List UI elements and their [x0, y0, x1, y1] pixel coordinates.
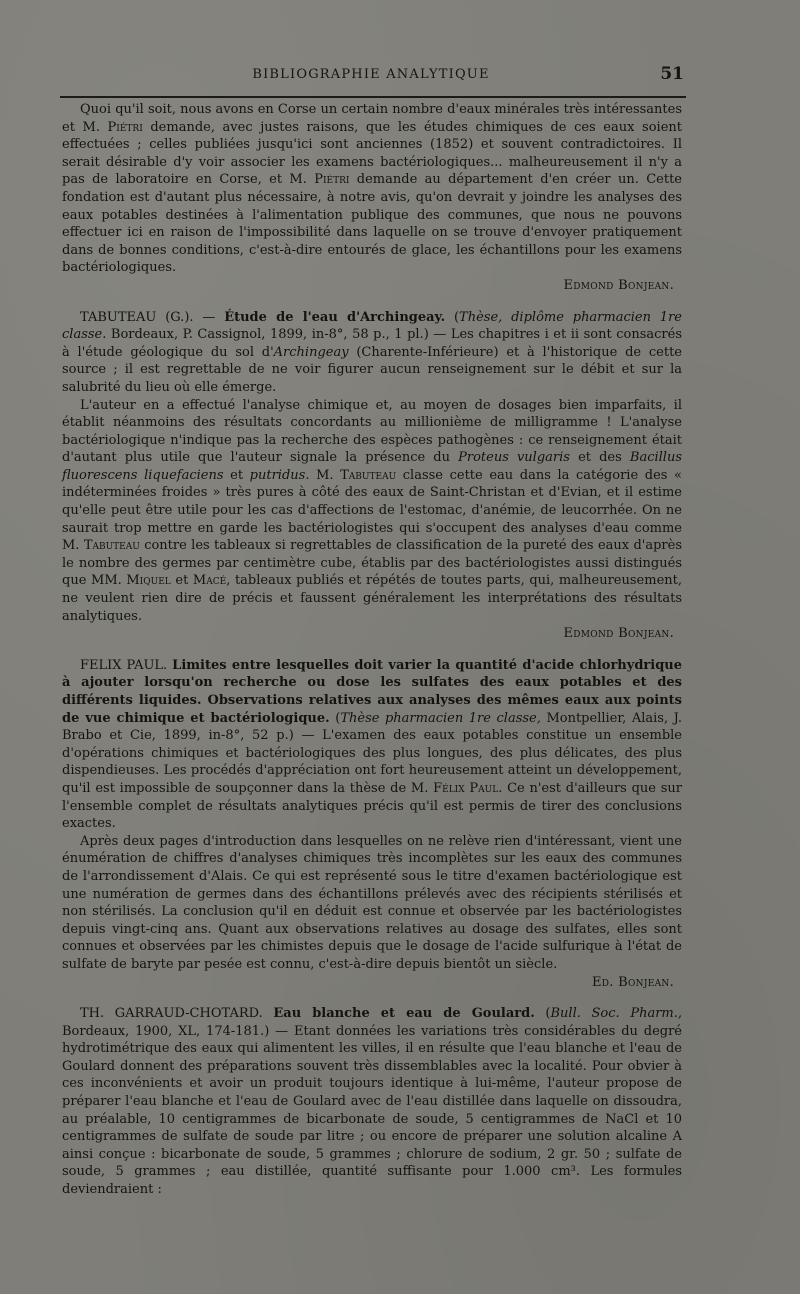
text-run: ( [329, 710, 341, 726]
text-run: Bordeaux, P. Cassignol, 1899, in-8°, 58 p., 1 pl.) — Les chapitres i et ii sont consacrés à l'étude géologique du sol d' [62, 327, 682, 360]
text-run: et [223, 467, 250, 483]
text-run: Après deux pages d'introduction dans lesquelles on ne relève rien d'intéressant, vient une énumération de chiffres d'analyses chimiques très incomplètes sur les eaux des communes de l'arrondissement d'Alais. Ce qui est représenté sous le titre d'examen bactériologique est une numération de germes dans des échantillons prélevés avec des récipients stérilisés et non stérilisés. La conclusion qu'il en déduit est connue et observée par les bactériologistes depuis vingt-cinq ans. Quant aux observations relatives au dosage des sulfates, elles sont connues et observées par les chimistes depuis que le dosage de l'acide sulfurique à l'état de sulfate de baryte par pesée est connu, c'est-à-dire depuis bientôt un siècle. [62, 833, 682, 972]
text-run: et [170, 573, 193, 589]
entry-title: Étude de l'eau d'Archingeay. [224, 309, 446, 325]
author-name: Piétri [107, 119, 143, 135]
signature: Edmond Bonjean. [563, 277, 674, 293]
species-name: Bacillus fluorescens liquefaciens [62, 450, 683, 483]
author-name: Macé [192, 573, 227, 589]
place-name: Archingeay [273, 344, 349, 360]
signature: Edmond Bonjean. [563, 626, 674, 642]
spacer [62, 643, 682, 657]
page-number: 51 [660, 64, 684, 84]
entry-title: Limites entre lesquelles doit varier la quantité d'acide chlorhydrique à ajouter lorsqu'on recherche ou dose les sulfates des eaux potables et des différents liquides. Observations relatives aux analyses des mêmes eaux aux points de vue chimique et bactériologique. [62, 657, 683, 726]
entry-reference: Thèse, diplôme pharmacien 1re classe. [62, 309, 682, 343]
text-run: (Charente-Inférieure) et à l'historique de cette source ; il est regrettable de ne voir figurer aucun renseignement sur le débit et sur la salubrité du lieu où elle émerge. [62, 344, 683, 395]
running-title: BIBLIOGRAPHIE ANALYTIQUE [252, 67, 490, 82]
spacer [62, 991, 682, 1005]
author-name: Tabuteau [83, 538, 140, 554]
text-run: demande au département d'en créer un. Cette fondation est d'autant plus nécessaire, à notre avis, qu'on devrait y joindre les analyses des eaux potables destinées à l'alimentation publique des communes, que nous ne pouvons effectuer ici en raison de l'impossibilité dans laquelle on se trouve d'envoyer pratiquement dans de bonnes conditions, c'est-à-dire entourés de glace, les échantillons pour les examens bactériologiques. [62, 172, 682, 276]
author-name: Tabuteau [340, 467, 397, 483]
text-run: . Ce n'est d'ailleurs que sur l'ensemble complet de résultats analytiques précis qu'il est permis de tirer des conclusions exactes. [62, 780, 682, 832]
entry-reference: Thèse pharmacien 1re classe, [340, 710, 541, 726]
text-run: classe cette eau dans la catégorie des « indéterminées froides » très pures à côté des eaux de Saint-Christan et d'Evian, et il estime qu'elle peut être utile pour les cas d'affections de l'estomac, d'anémie, de leucorrhée. On ne saurait trop mettre en garde les bactériologistes qui s'occupent des analyses d'eau comme M. [62, 467, 683, 554]
text-run: et des [569, 450, 630, 466]
signature: Ed. Bonjean. [591, 974, 674, 990]
text-run: , tableaux publiés et répétés de toutes parts, qui, malheureusement, ne veulent rien dire de précis et faussent généralement les interprétations des résultats analytiques. [62, 573, 682, 624]
entry-author: FELIX PAUL. [80, 657, 173, 673]
page-body [62, 101, 682, 1199]
text-run: Montpellier, Alais, J. Brabo et Cie, 1899, in-8°, 52 p.) — L'examen des eaux potables constitue un ensemble d'opérations chimiques et bactériologiques des plus longues, des plus délicates, des plus dispendieuses. Les procédés d'appréciation ont fort heureusement atteint un développement, qu'il est impossible de soupçonner dans la thèse de M. [62, 710, 682, 796]
text-run: ( [445, 309, 460, 325]
entry-author: TABUTEAU (G.). — [80, 309, 225, 325]
text-run: Bordeaux, 1900, XL, 174-181.) — Etant données les variations très considérables du degré hydrotimétrique des eaux qui alimentent les villes, il en résulte que l'eau blanche et l'eau de Goulard donnent des préparations souvent très dissemblables avec la localité. Pour obvier à ces inconvénients et avoir un produit toujours identique à lui-même, l'auteur propose de préparer l'eau blanche et l'eau de Goulard avec de l'eau distillée dans laquelle on dissoudra, au préalable, 10 centigrammes de bicarbonate de soude, 5 centigrammes de NaCl et 10 centigrammes de sulfate de soude par litre ; ou encore de préparer une solution alcaline A ainsi conçue : bicarbonate de soude, 5 grammes ; chlorure de sodium, 2 gr. 50 ; sulfate de soude, 5 grammes ; eau distillée, quantité suffisante pour 1.000 cm³. Les formules deviendraient : [62, 1023, 682, 1198]
author-name: Miquel [126, 573, 171, 589]
spacer [62, 295, 682, 309]
entry-tabuteau [62, 309, 682, 397]
text-run: contre les tableaux si regrettables de classification de la pureté des eaux d'après le nombre des germes par centimètre cube, établis par des bactériologistes aussi distingués que MM. [62, 538, 683, 589]
page-header [58, 64, 684, 86]
text-run: L'auteur en a effectué l'analyse chimique et, au moyen de dosages bien imparfaits, il établit néanmoins des résultats concordants au millionième de milligramme ! L'analyse bactériologique n'indique pas la recherche des espèces pathogènes : ce renseignement était d'autant plus utile que l'auteur signale la présence du [62, 397, 682, 466]
entry-tabuteau-body [62, 397, 682, 643]
paragraph-corse [62, 101, 682, 295]
species-name: putridus [249, 467, 306, 483]
entry-reference: Bull. Soc. Pharm., [550, 1006, 682, 1022]
entry-felix-paul [62, 657, 682, 833]
entry-author: TH. GARRAUD-CHOTARD. [80, 1006, 274, 1022]
text-run: ( [534, 1006, 551, 1022]
species-name: Proteus vulgaris [458, 450, 570, 466]
text-run: demande, avec justes raisons, que les études chimiques de ces eaux soient effectuées ; celles publiées jusqu'ici sont anciennes (1852) et souvent contradictoires. Il serait désirable d'y voir associer les examens bactériologiques... malheureusement il n'y a pas de laboratoire en Corse, et M. [62, 119, 682, 188]
text-run: . M. [305, 467, 341, 483]
entry-felix-paul-body [62, 833, 682, 991]
text-run: Quoi qu'il soit, nous avons en Corse un certain nombre d'eaux minérales très intéressantes et M. [62, 102, 682, 135]
author-name: Piétri [314, 172, 350, 188]
entry-garraud-chotard [62, 1005, 682, 1199]
author-name: Félix Paul [433, 780, 499, 796]
header-rule [60, 96, 686, 98]
entry-title: Eau blanche et eau de Goulard. [273, 1006, 535, 1022]
